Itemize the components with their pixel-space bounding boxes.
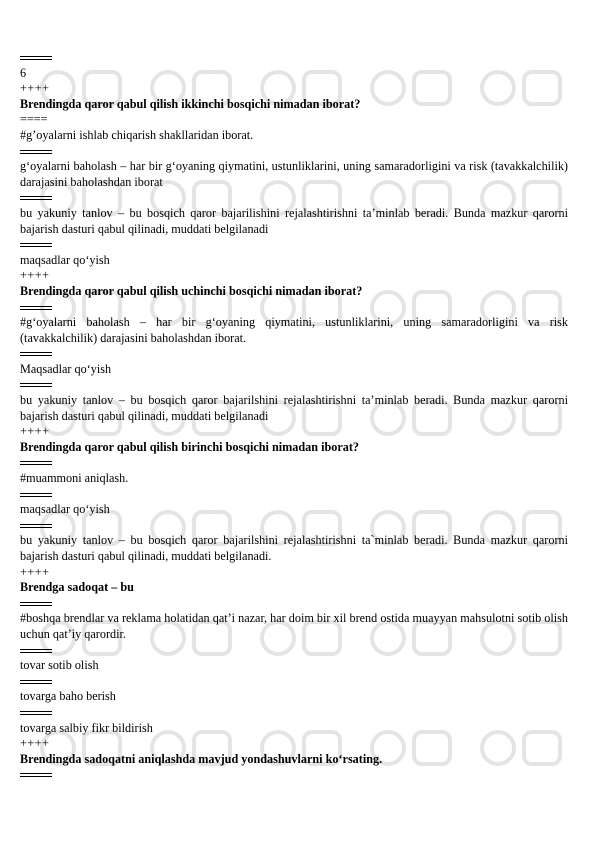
double-rule-line xyxy=(20,243,52,247)
separator-rule xyxy=(20,300,568,316)
double-rule-line xyxy=(20,56,52,60)
answer-option: #g‘oyalarni baholash – har bir g‘oyaning qiymatini, ustunliklarini, uning samaradorligini va risk (tavakkalchilik) darajasini baholashdan iborat. xyxy=(20,315,568,345)
question-marker: ++++ xyxy=(20,736,50,751)
separator-rule xyxy=(20,767,568,783)
answer-option: maqsadlar qo‘yish xyxy=(20,502,110,517)
double-rule-line xyxy=(20,196,52,200)
separator-rule xyxy=(20,144,568,160)
separator-rule xyxy=(20,190,568,206)
answer-option: #muammoni aniqlash. xyxy=(20,471,129,486)
answer-option: Maqsadlar qo‘yish xyxy=(20,361,112,376)
question-marker: ++++ xyxy=(20,424,50,439)
double-rule-line xyxy=(20,306,52,310)
question-heading: Brendingda qaror qabul qilish ikkinchi bosqichi nimadan iborat? xyxy=(20,96,361,111)
separator-rule xyxy=(20,346,568,362)
separator-rule xyxy=(20,518,568,534)
separator-rule xyxy=(20,487,568,503)
answer-option: tovar sotib olish xyxy=(20,658,99,673)
double-rule-line xyxy=(20,461,52,465)
double-rule-line xyxy=(20,711,52,715)
double-rule-line xyxy=(20,773,52,777)
double-rule-line xyxy=(20,680,52,684)
question-heading: Brendingda qaror qabul qilish birinchi bosqichi nimadan iborat? xyxy=(20,439,359,454)
double-rule-line xyxy=(20,150,52,154)
question-heading: Brendingda sadoqatni aniqlashda mavjud yondashuvlarni ko‘rsating. xyxy=(20,751,383,766)
answer-separator: ==== xyxy=(20,112,48,127)
question-marker: ++++ xyxy=(20,564,50,579)
separator-rule xyxy=(20,674,568,690)
double-rule-line xyxy=(20,649,52,653)
double-rule-line xyxy=(20,493,52,497)
double-rule-line xyxy=(20,524,52,528)
separator-rule xyxy=(20,643,568,659)
answer-option: maqsadlar qo‘yish xyxy=(20,252,110,267)
question-heading: Brendga sadoqat – bu xyxy=(20,580,134,595)
question-marker: ++++ xyxy=(20,81,50,96)
separator-rule xyxy=(20,705,568,721)
answer-option: bu yakuniy tanlov – bu bosqich qaror bajarilshini rejalashtirishni ta’minlab beradi. Bunda mazkur qarorni bajarish dasturi qabul qilinadi, muddati belgilanadi xyxy=(20,393,568,423)
answer-option: bu yakuniy tanlov – bu bosqich qaror bajarilshini rejalashtirishni ta`minlab beradi. Bunda mazkur qarorni bajarish dasturi qabul qilinadi, muddati belgilanadi. xyxy=(20,533,568,563)
answer-option: tovarga baho berish xyxy=(20,689,116,704)
answer-option: #g’oyalarni ishlab chiqarish shakllaridan iborat. xyxy=(20,127,254,142)
separator-rule xyxy=(20,455,568,471)
answer-option: bu yakuniy tanlov – bu bosqich qaror bajarilishini rejalashtirishni ta’minlab beradi. Bunda mazkur qarorni bajarish dasturi qabul qilinadi, muddati belgilanadi xyxy=(20,205,568,236)
question-marker: ++++ xyxy=(20,268,50,283)
answer-option: 6 xyxy=(20,65,27,80)
double-rule-line xyxy=(20,383,52,387)
separator-rule xyxy=(20,237,568,253)
answer-option: tovarga salbiy fikr bildirish xyxy=(20,720,153,735)
answer-option: #boshqa brendlar va reklama holatidan qat’i nazar, har doim bir xil brend ostida muayyan mahsulotni sotib olish uchun qat’iy qarordir. xyxy=(20,611,568,641)
separator-rule xyxy=(20,50,568,66)
document-page xyxy=(20,50,568,783)
double-rule-line xyxy=(20,352,52,356)
separator-rule xyxy=(20,596,568,612)
separator-rule xyxy=(20,377,568,393)
double-rule-line xyxy=(20,602,52,606)
question-heading: Brendingda qaror qabul qilish uchinchi bosqichi nimadan iborat? xyxy=(20,283,363,298)
answer-option: g‘oyalarni baholash – har bir g‘oyaning qiymatini, ustunliklarini, uning samaradorligini va risk (tavakkalchilik) darajasini baholashdan iborat xyxy=(20,159,568,189)
